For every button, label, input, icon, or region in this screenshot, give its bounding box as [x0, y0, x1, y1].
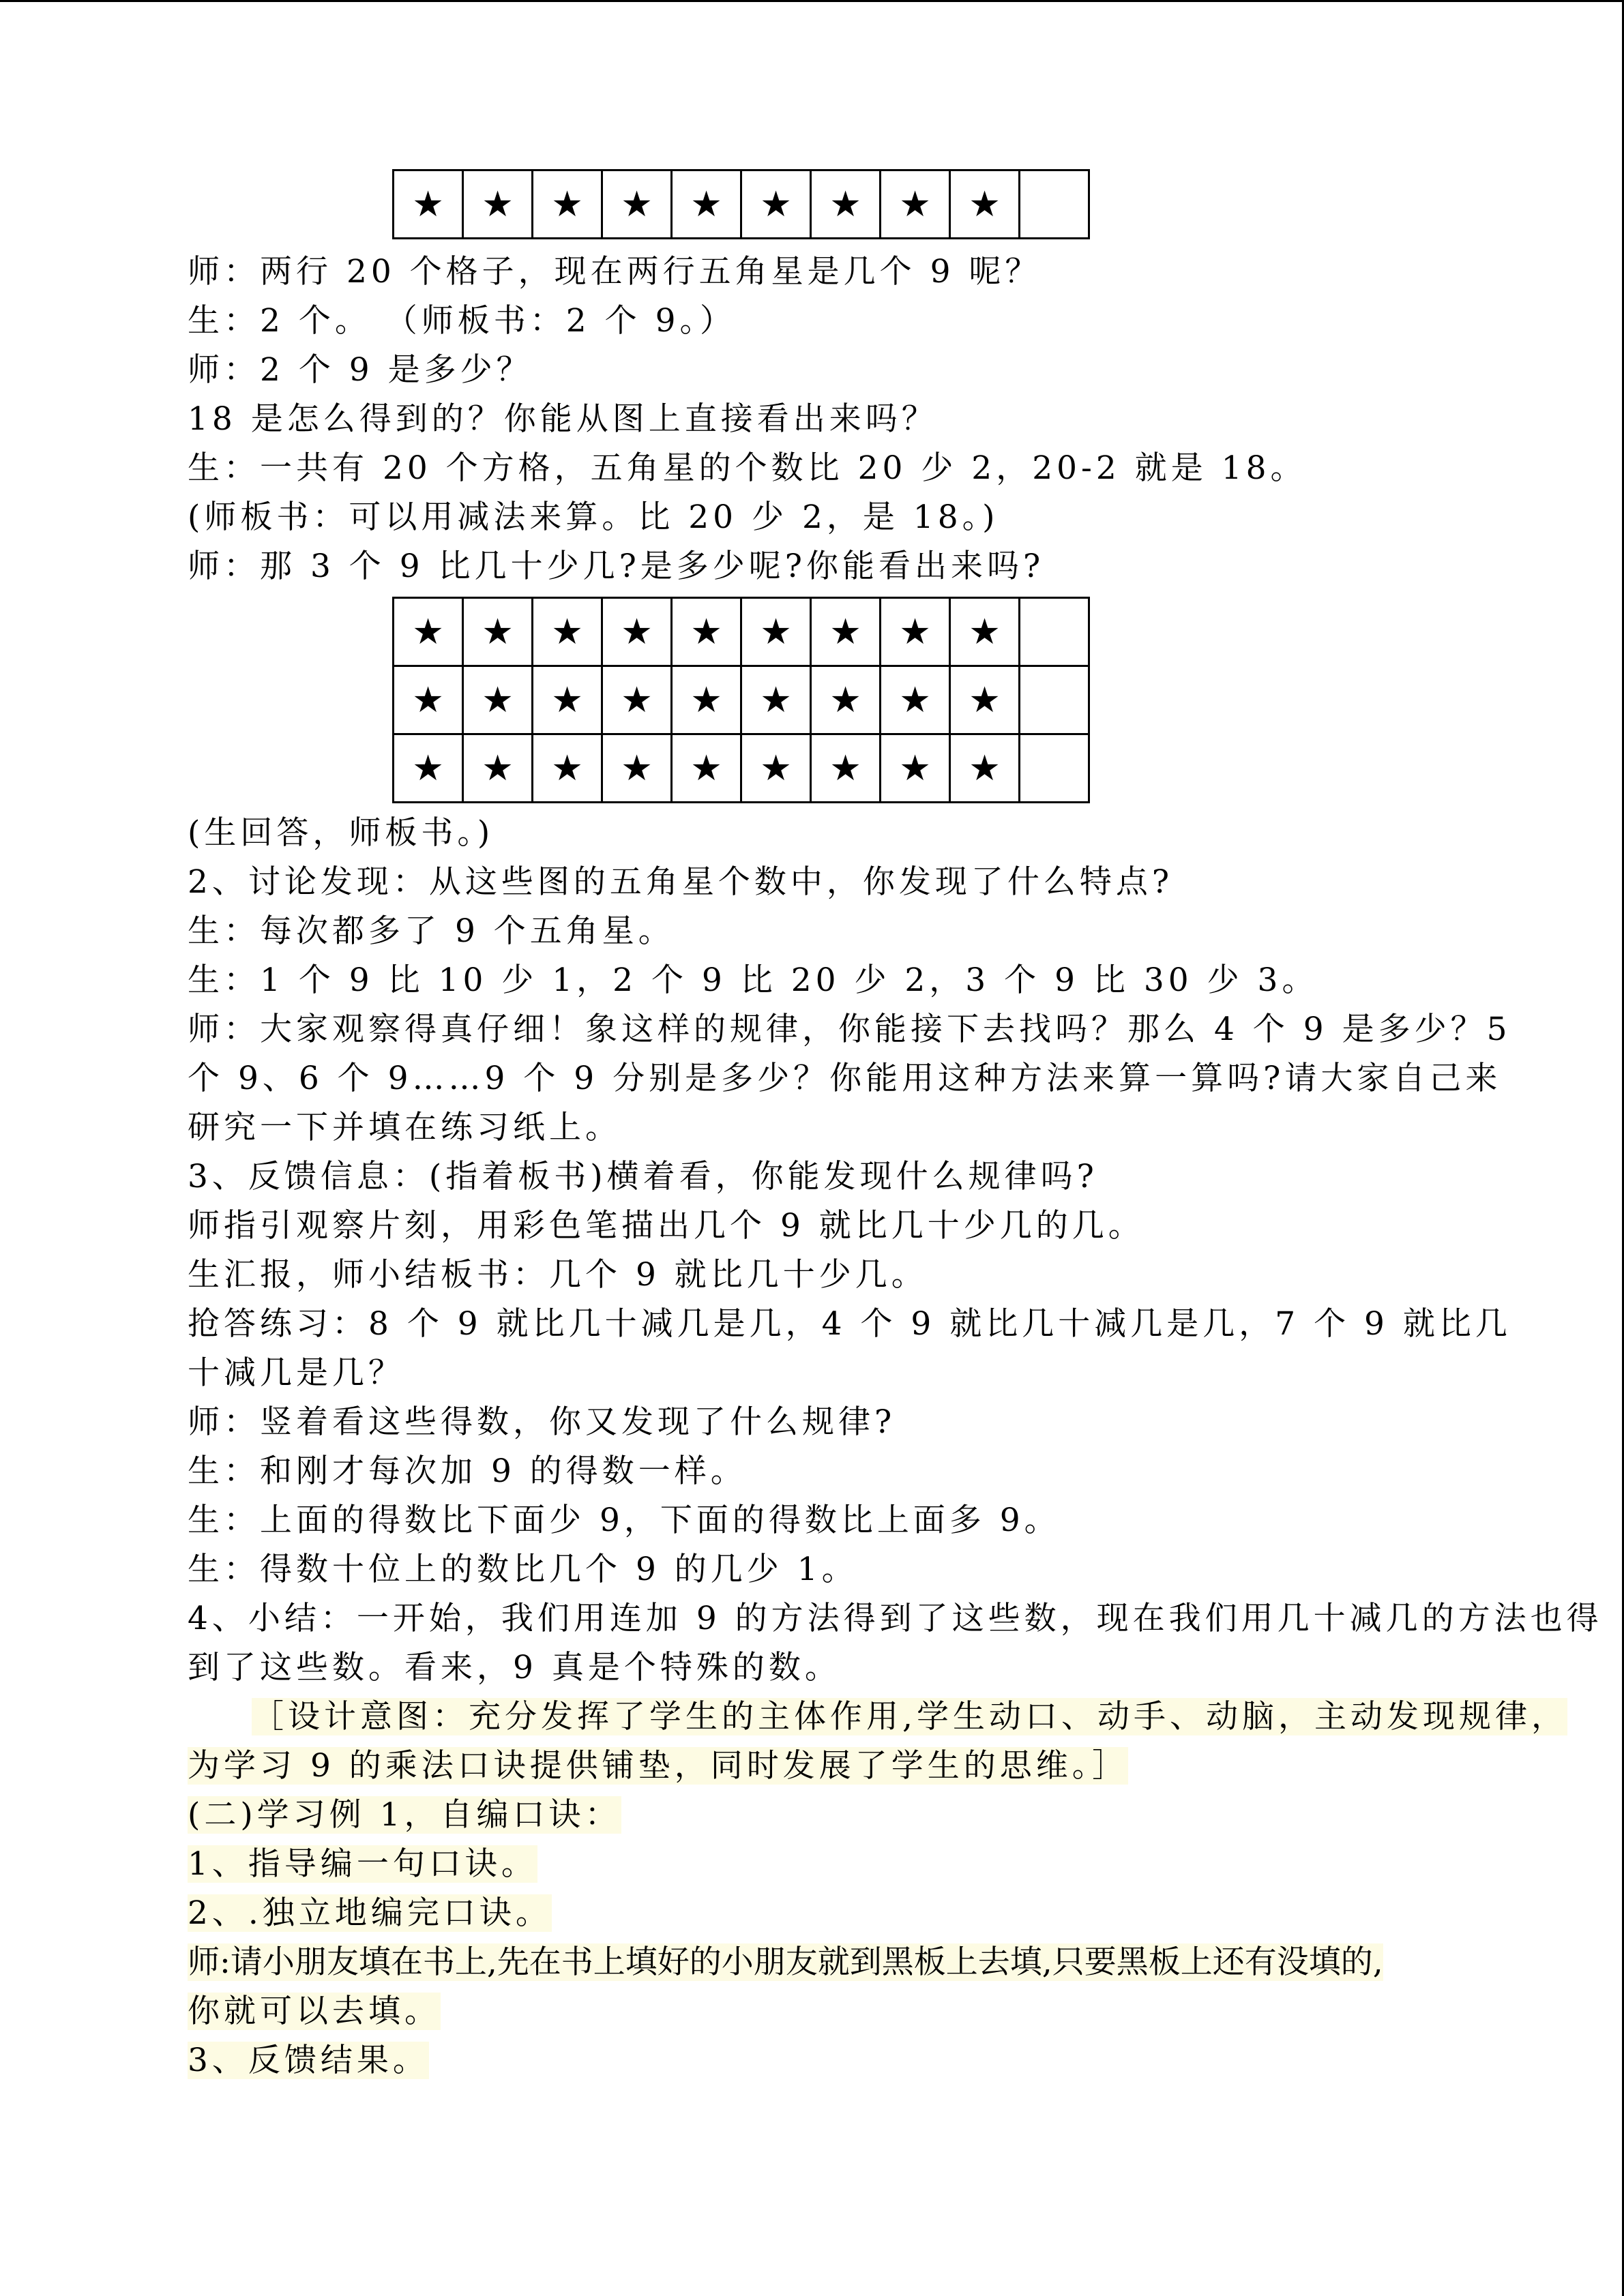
text-line: 个 9、6 个 9……9 个 9 分别是多少？你能用这种方法来算一算吗?请大家自己来 [188, 1060, 1502, 1097]
star-cell: ★ [741, 598, 811, 666]
star-grid-one-row [392, 169, 1090, 239]
text-line: 2、讨论发现：从这些图的五角星个数中，你发现了什么特点? [188, 863, 1174, 901]
empty-cell [1020, 666, 1089, 734]
star-grid-row [394, 170, 1089, 239]
star-cell: ★ [394, 170, 463, 239]
text-line: 师指引观察片刻，用彩色笔描出几个 9 就比几十少几的几。 [188, 1207, 1145, 1244]
text-line: 到了这些数。看来，9 真是个特殊的数。 [188, 1649, 841, 1686]
star-cell: ★ [533, 170, 602, 239]
star-grid-three-rows [392, 597, 1090, 803]
text-line: 3、反馈信息：(指着板书)横着看，你能发现什么规律吗? [188, 1158, 1098, 1195]
star-cell: ★ [741, 170, 811, 239]
text-line: 师：2 个 9 是多少？ [188, 351, 533, 389]
star-cell: ★ [741, 734, 811, 803]
star-cell: ★ [811, 666, 881, 734]
star-cell: ★ [811, 170, 881, 239]
text-line: 4、小结：一开始，我们用连加 9 的方法得到了这些数，现在我们用几十减几的方法也得 [188, 1600, 1603, 1637]
star-grid-one-row-wrapper [188, 169, 1456, 239]
star-cell: ★ [741, 666, 811, 734]
star-cell: ★ [602, 666, 672, 734]
star-cell: ★ [672, 598, 741, 666]
star-cell: ★ [672, 734, 741, 803]
section-heading-text: (二)学习例 1，自编口诀： [188, 1796, 621, 1834]
text-line: 18 是怎么得到的？你能从图上直接看出来吗？ [188, 400, 938, 438]
text-line: 研究一下并填在练习纸上。 [188, 1109, 621, 1146]
text-line: (生回答，师板书。) [188, 814, 494, 852]
star-cell: ★ [533, 598, 602, 666]
text-line [188, 1889, 1456, 1938]
design-intent-line-2 [188, 1742, 1456, 1791]
star-cell: ★ [950, 598, 1020, 666]
star-cell: ★ [463, 734, 533, 803]
star-cell: ★ [811, 734, 881, 803]
text-line [188, 2036, 1456, 2085]
empty-cell [1020, 598, 1089, 666]
text-line [188, 1938, 1456, 1987]
document-body [188, 169, 1603, 2085]
star-cell: ★ [672, 170, 741, 239]
star-grid-row [394, 598, 1089, 666]
text-line: 十减几是几？ [188, 1354, 404, 1392]
text-line [188, 1987, 1456, 2036]
text-line: 生：2 个。 （师板书：2 个 9。） [188, 302, 736, 340]
text-line: (师板书：可以用减法来算。比 20 少 2，是 18。) [188, 498, 999, 536]
page-border-top [0, 0, 1624, 2]
text-line: 师：两行 20 个格子，现在两行五角星是几个 9 呢？ [188, 253, 1042, 290]
text-line: 师：大家观察得真仔细！象这样的规律，你能接下去找吗？那么 4 个 9 是多少？5 [188, 1011, 1511, 1048]
text-line: 师：那 3 个 9 比几十少几?是多少呢?你能看出来吗? [188, 548, 1045, 585]
star-cell: ★ [463, 170, 533, 239]
design-intent-text: 为学习 9 的乘法口诀提供铺垫，同时发展了学生的思维。］ [188, 1747, 1129, 1785]
teacher-text: 师:请小朋友填在书上,先在书上填好的小朋友就到黑板上去填,只要黑板上还有没填的, [188, 1943, 1383, 1981]
star-cell: ★ [881, 598, 950, 666]
star-grid-row [394, 666, 1089, 734]
section-heading [188, 1791, 1456, 1840]
star-cell: ★ [672, 666, 741, 734]
step-text: 3、反馈结果。 [188, 2042, 429, 2079]
star-cell: ★ [394, 666, 463, 734]
text-line: 生：1 个 9 比 10 少 1，2 个 9 比 20 少 2，3 个 9 比 30 少 3。 [188, 961, 1318, 999]
text-line: 抢答练习：8 个 9 就比几十减几是几，4 个 9 就比几十减几是几，7 个 9 就比几 [188, 1305, 1511, 1343]
star-cell: ★ [394, 734, 463, 803]
star-cell: ★ [950, 170, 1020, 239]
star-cell: ★ [950, 734, 1020, 803]
star-cell: ★ [533, 734, 602, 803]
star-cell: ★ [463, 666, 533, 734]
empty-cell [1020, 170, 1089, 239]
star-grid-row [394, 734, 1089, 803]
star-cell: ★ [950, 666, 1020, 734]
text-line: 生汇报，师小结板书：几个 9 就比几十少几。 [188, 1256, 928, 1294]
text-line: 生：每次都多了 9 个五角星。 [188, 912, 675, 950]
text-line [188, 1840, 1456, 1889]
star-cell: ★ [881, 734, 950, 803]
star-grid-three-rows-wrapper [188, 597, 1456, 803]
text-line: 生：和刚才每次加 9 的得数一样。 [188, 1452, 747, 1490]
design-intent-line-1 [188, 1693, 1567, 1742]
star-cell: ★ [811, 598, 881, 666]
star-cell: ★ [533, 666, 602, 734]
teacher-text: 你就可以去填。 [188, 1993, 441, 2030]
star-cell: ★ [881, 666, 950, 734]
star-cell: ★ [602, 734, 672, 803]
text-line: 生：上面的得数比下面少 9，下面的得数比上面多 9。 [188, 1502, 1061, 1539]
star-cell: ★ [394, 598, 463, 666]
text-line: 师：竖着看这些得数，你又发现了什么规律? [188, 1403, 896, 1441]
star-cell: ★ [463, 598, 533, 666]
text-line: 生：得数十位上的数比几个 9 的几少 1。 [188, 1551, 858, 1588]
design-intent-text: ［设计意图：充分发挥了学生的主体作用,学生动口、动手、动脑，主动发现规律， [252, 1698, 1567, 1735]
text-line: 生：一共有 20 个方格，五角星的个数比 20 少 2，20-2 就是 18。 [188, 449, 1307, 487]
step-text: 2、.独立地编完口诀。 [188, 1894, 552, 1932]
step-text: 1、指导编一句口诀。 [188, 1845, 537, 1883]
star-cell: ★ [602, 170, 672, 239]
star-cell: ★ [602, 598, 672, 666]
empty-cell [1020, 734, 1089, 803]
star-cell: ★ [881, 170, 950, 239]
